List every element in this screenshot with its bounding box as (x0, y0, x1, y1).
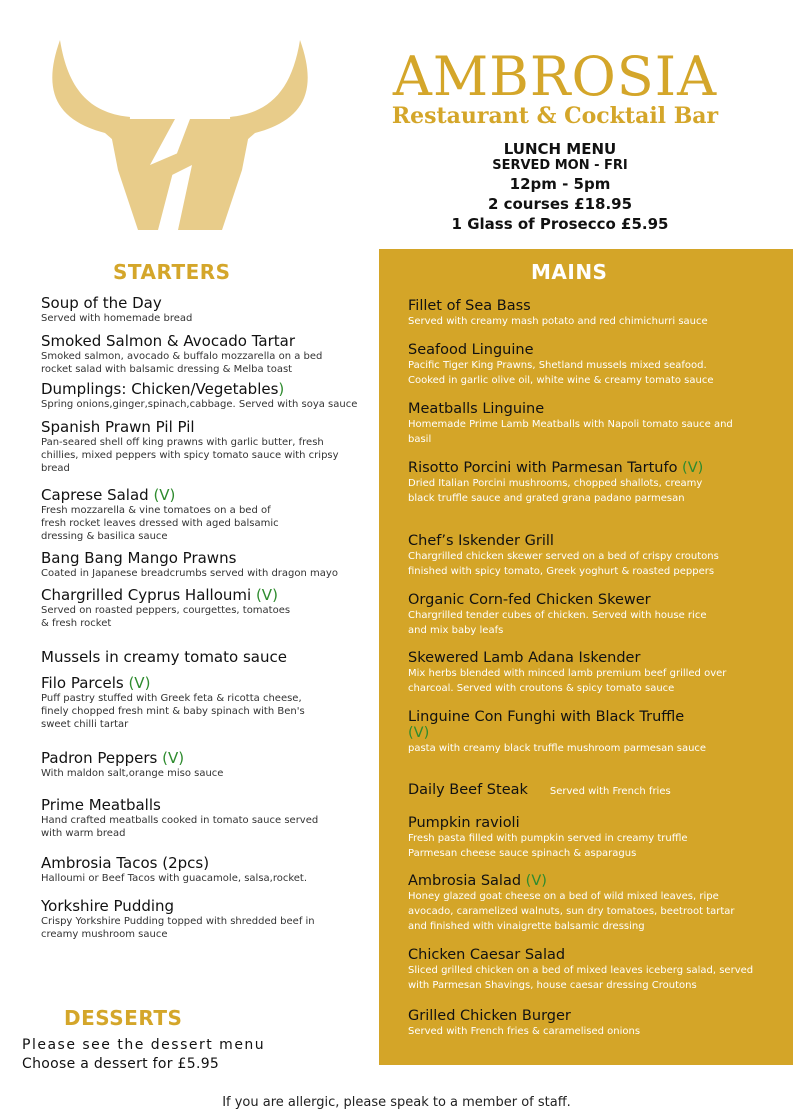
lunch-price: 2 courses £18.95 (487, 195, 633, 213)
starter-item (41, 749, 341, 780)
starter-item-name (41, 294, 351, 312)
starter-item-label: Padron Peppers (41, 749, 158, 767)
main-item-label: Skewered Lamb Adana Iskender (408, 650, 641, 666)
starter-item-label: Dumplings: Chicken/Vegetables (41, 380, 279, 398)
main-item-label: Risotto Porcini with Parmesan Tartufo (408, 460, 678, 476)
main-item-desc: Served with creamy mash potato and red chimichurri sauce (408, 316, 708, 327)
allergy-notice: If you are allergic, please speak to a member of staff. (222, 1095, 571, 1110)
vegetarian-badge: (V) (408, 725, 430, 741)
starter-item-desc: Puff pastry stuffed with Greek feta & ricotta cheese, finely chopped fresh mint & baby spinach with Ben's sweet chilli tartar (41, 693, 305, 730)
lunch-offer: 1 Glass of Prosecco £5.95 (451, 215, 669, 233)
starter-item-desc: Smoked salmon, avocado & buffalo mozzarella on a bed rocket salad with balsamic dressing & Melba toast (41, 351, 323, 375)
starter-item-label: Yorkshire Pudding (41, 897, 175, 915)
starter-item-label: Spanish Prawn Pil Pil (41, 418, 195, 436)
vegetarian-badge: (V) (123, 674, 151, 692)
starter-item (41, 418, 341, 475)
main-item (408, 1008, 748, 1039)
main-item-label: Organic Corn-fed Chicken Skewer (408, 592, 651, 608)
main-item-desc: Served with French fries (549, 786, 671, 797)
main-item (408, 460, 728, 506)
main-item-name (408, 782, 778, 799)
main-item (408, 298, 748, 329)
item-suffix: ) (278, 380, 285, 398)
starter-item-desc: Spring onions,ginger,spinach,cabbage. Served with soya sauce (41, 399, 358, 410)
main-item (408, 947, 758, 993)
starters-title: STARTERS (113, 260, 231, 284)
main-item (408, 782, 778, 799)
starter-item-label: Caprese Salad (41, 486, 149, 504)
main-item-desc: Chargrilled tender cubes of chicken. Served with house rice and mix baby leafs (408, 610, 707, 636)
vegetarian-badge: (V) (148, 486, 176, 504)
main-item-label: Fillet of Sea Bass (408, 298, 531, 314)
starter-item-label: Ambrosia Tacos (2pcs) (41, 854, 210, 872)
starter-item-desc: Served with homemade bread (41, 313, 193, 324)
starter-item-desc: Pan-seared shell off king prawns with garlic butter, fresh chillies, mixed peppers with spicy tomato sauce with cripsy bread (41, 437, 339, 474)
main-item (408, 342, 738, 388)
main-item-label: Chef’s Iskender Grill (408, 533, 554, 549)
main-item-label: Grilled Chicken Burger (408, 1008, 571, 1024)
starter-item (41, 332, 351, 376)
starter-item-label: Prime Meatballs (41, 796, 161, 814)
main-item (408, 592, 708, 638)
main-item-desc: Dried Italian Porcini mushrooms, chopped shallots, creamy black truffle sauce and grated grana padano parmesan (408, 478, 703, 504)
starter-item (41, 648, 341, 666)
main-item-label: Linguine Con Funghi with Black Truffle (408, 709, 685, 725)
desserts-line1: Please see the dessert menu (22, 1037, 266, 1053)
main-item-label: Daily Beef Steak (408, 782, 528, 798)
starter-item-name (41, 332, 351, 350)
starter-item-desc: With maldon salt,orange miso sauce (41, 768, 224, 779)
bull-horns-logo (50, 35, 310, 235)
lunch-title: LUNCH MENU (503, 140, 617, 158)
main-item (408, 873, 748, 934)
starter-item (41, 854, 341, 885)
starter-item-label: Bang Bang Mango Prawns (41, 549, 237, 567)
main-item-name (408, 298, 748, 314)
main-item-desc: Pacific Tiger King Prawns, Shetland mussels mixed seafood. Cooked in garlic olive oil, white wine & creamy tomato sauce (408, 360, 714, 386)
starter-item-desc: Served on roasted peppers, courgettes, tomatoes & fresh rocket (41, 605, 291, 629)
starter-item-label: Soup of the Day (41, 294, 162, 312)
starter-item-name (41, 380, 361, 398)
main-item-desc: Sliced grilled chicken on a bed of mixed leaves iceberg salad, served with Parmesan Shavings, house caesar dressing Croutons (408, 965, 754, 991)
brand-block (385, 45, 725, 129)
main-item (408, 401, 748, 447)
main-item-name (408, 592, 708, 608)
main-item-desc: Fresh pasta filled with pumpkin served in creamy truffle Parmesan cheese sauce spinach & asparagus (408, 833, 688, 859)
main-item-label: Meatballs Linguine (408, 401, 545, 417)
vegetarian-badge: (V) (521, 873, 547, 889)
main-item-desc: Served with French fries & caramelised onions (408, 1026, 641, 1037)
main-item (408, 650, 758, 696)
brand-subtitle: Restaurant & Cocktail Bar (391, 103, 719, 129)
vegetarian-badge: (V) (157, 749, 185, 767)
lunch-info (440, 140, 680, 234)
starter-item-name (41, 749, 341, 767)
main-item-label: Ambrosia Salad (408, 873, 522, 889)
starter-item-name (41, 586, 301, 604)
starter-item-desc: Hand crafted meatballs cooked in tomato sauce served with warm bread (41, 815, 319, 839)
starter-item-name (41, 486, 291, 504)
main-item-name (408, 709, 708, 741)
brand-name: AMBROSIA (392, 45, 718, 108)
main-item-name (408, 533, 748, 549)
main-item-name (408, 947, 758, 963)
starter-item-desc: Coated in Japanese breadcrumbs served with dragon mayo (41, 568, 338, 579)
desserts-text (22, 1036, 265, 1074)
starter-item-name (41, 418, 341, 436)
main-item (408, 533, 748, 579)
starter-item (41, 549, 351, 580)
main-item-desc: Chargrilled chicken skewer served on a bed of crispy croutons finished with spicy tomato, Greek yoghurt & roasted peppers (408, 551, 719, 577)
main-item-desc: pasta with creamy black truffle mushroom parmesan sauce (408, 743, 707, 754)
main-item-desc: Homemade Prime Lamb Meatballs with Napoli tomato sauce and basil (408, 419, 733, 445)
starter-item (41, 294, 351, 325)
starter-item-desc: Crispy Yorkshire Pudding topped with shredded beef in creamy mushroom sauce (41, 916, 315, 940)
main-item (408, 815, 708, 861)
main-item-label: Chicken Caesar Salad (408, 947, 566, 963)
starter-item-name (41, 796, 341, 814)
vegetarian-badge: (V) (677, 460, 704, 476)
starter-item (41, 796, 341, 840)
starter-item (41, 380, 361, 411)
starter-item-desc: Halloumi or Beef Tacos with guacamole, salsa,rocket. (41, 873, 308, 884)
mains-title: MAINS (531, 260, 608, 284)
main-item-label: Pumpkin ravioli (408, 815, 520, 831)
starter-item-label: Chargrilled Cyprus Halloumi (41, 586, 252, 604)
desserts-line2: Choose a dessert for £5.95 (22, 1056, 220, 1072)
starter-item-name (41, 674, 311, 692)
starter-item (41, 486, 291, 543)
starter-item-desc: Fresh mozzarella & vine tomatoes on a bed of fresh rocket leaves dressed with aged balsamic dressing & basilica sauce (41, 505, 279, 542)
main-item-name (408, 460, 728, 476)
desserts-title: DESSERTS (64, 1006, 183, 1030)
starter-item-name (41, 854, 341, 872)
main-item-name (408, 1008, 748, 1024)
main-item-name (408, 650, 758, 666)
starter-item-name (41, 897, 341, 915)
main-item-name (408, 815, 708, 831)
main-item-desc: Honey glazed goat cheese on a bed of wild mixed leaves, ripe avocado, caramelized walnuts, sun dry tomatoes, beetroot tartar and finished with vinaigrette balsamic dressing (408, 891, 735, 932)
starter-item (41, 897, 341, 941)
main-item-name (408, 873, 748, 889)
lunch-hours: 12pm - 5pm (509, 175, 611, 193)
starter-item-label: Smoked Salmon & Avocado Tartar (41, 332, 296, 350)
main-item-label: Seafood Linguine (408, 342, 534, 358)
starter-item-name (41, 549, 351, 567)
main-item (408, 709, 708, 756)
lunch-days: SERVED MON - FRI (492, 158, 628, 173)
main-item-name (408, 401, 748, 417)
starter-item (41, 674, 311, 731)
starter-item (41, 586, 301, 630)
starter-item-name (41, 648, 341, 666)
main-item-desc: Mix herbs blended with minced lamb premium beef grilled over charcoal. Served with croutons & spicy tomato sauce (408, 668, 727, 694)
starter-item-label: Mussels in creamy tomato sauce (41, 648, 287, 666)
vegetarian-badge: (V) (251, 586, 278, 604)
main-item-name (408, 342, 738, 358)
starter-item-label: Filo Parcels (41, 674, 124, 692)
